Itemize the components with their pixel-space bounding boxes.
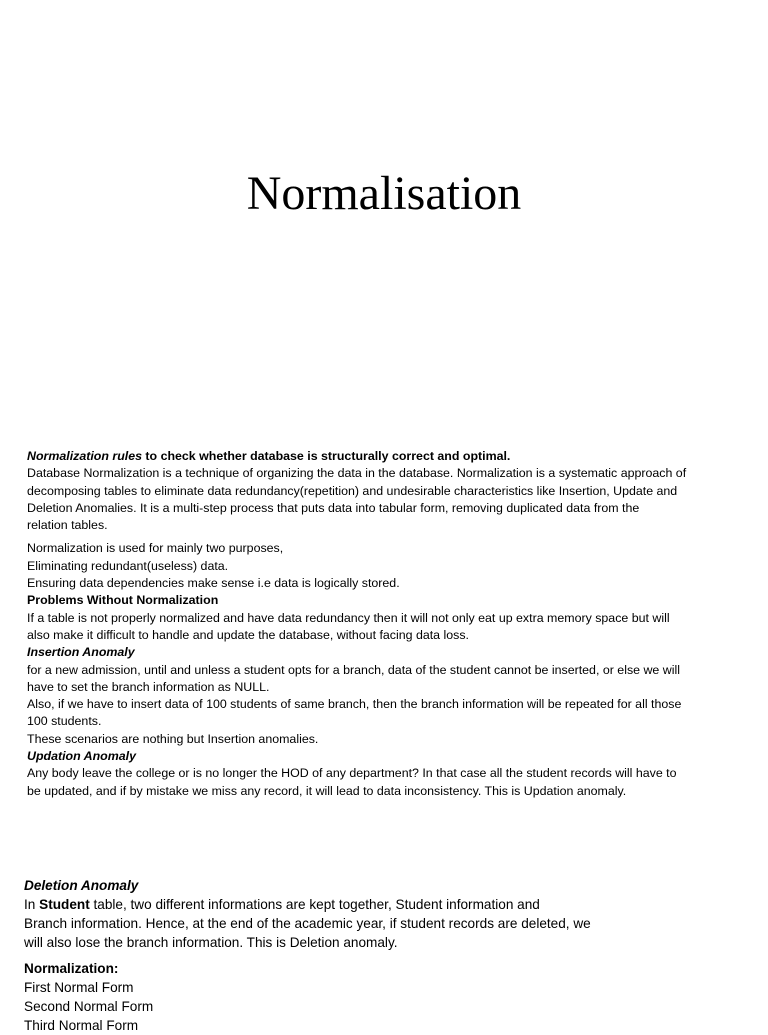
intro-line: relation tables. xyxy=(27,518,108,533)
insertion-line: have to set the branch information as NULL. xyxy=(27,679,270,694)
normalization-overview xyxy=(27,448,742,800)
purpose-line: Eliminating redundant(useless) data. xyxy=(27,558,229,573)
deletion-line: Branch information. Hence, at the end of the academic year, if student records are deleted, we xyxy=(24,916,591,931)
normal-form-item: Second Normal Form xyxy=(24,999,154,1014)
purpose-line: Ensuring data dependencies make sense i.e data is logically stored. xyxy=(27,576,400,591)
deletion-line: will also lose the branch information. This is Deletion anomaly. xyxy=(24,935,398,950)
insertion-line: Also, if we have to insert data of 100 students of same branch, then the branch information will be repeated for all those xyxy=(27,697,682,712)
document-title: Normalisation xyxy=(246,167,522,220)
deletion-prefix: In xyxy=(24,897,40,912)
intro-line: decomposing tables to eliminate data redundancy(repetition) and undesirable characteristics like Insertion, Update and xyxy=(27,483,678,498)
deletion-line xyxy=(24,895,744,914)
student-table-name: Student xyxy=(39,897,90,912)
problems-heading: Problems Without Normalization xyxy=(27,593,219,608)
rules-text: to check whether database is structurally correct and optimal. xyxy=(141,449,511,463)
updation-line: Any body leave the college or is no longer the HOD of any department? In that case all the student records will have to xyxy=(27,766,677,781)
normal-form-item: Third Normal Form xyxy=(24,1018,139,1033)
updation-line: be updated, and if by mistake we miss any record, it will lead to data inconsistency. This is Updation anomaly. xyxy=(27,783,627,798)
deletion-and-forms xyxy=(24,876,744,1035)
updation-heading: Updation Anomaly xyxy=(27,749,136,764)
rules-lead: Normalization rules xyxy=(27,449,142,463)
normalization-heading: Normalization: xyxy=(24,961,119,976)
insertion-line: These scenarios are nothing but Insertion anomalies. xyxy=(27,731,319,746)
intro-line: Database Normalization is a technique of organizing the data in the database. Normalization is a systematic approach of xyxy=(27,466,687,481)
insertion-heading: Insertion Anomaly xyxy=(27,645,135,660)
insertion-line: 100 students. xyxy=(27,714,102,729)
deletion-text: table, two different informations are kept together, Student information and xyxy=(89,897,540,912)
deletion-heading: Deletion Anomaly xyxy=(24,878,139,893)
rules-line xyxy=(27,448,742,465)
intro-line: Deletion Anomalies. It is a multi-step process that puts data into tabular form, removing duplicated data from the xyxy=(27,500,640,515)
normal-form-item: First Normal Form xyxy=(24,980,134,995)
purpose-line: Normalization is used for mainly two purposes, xyxy=(27,541,284,556)
insertion-line: for a new admission, until and unless a student opts for a branch, data of the student cannot be inserted, or else we will xyxy=(27,662,680,677)
problems-line: If a table is not properly normalized and have data redundancy then it will not only eat up extra memory space but will xyxy=(27,610,670,625)
problems-line: also make it difficult to handle and update the database, without facing data loss. xyxy=(27,627,469,642)
